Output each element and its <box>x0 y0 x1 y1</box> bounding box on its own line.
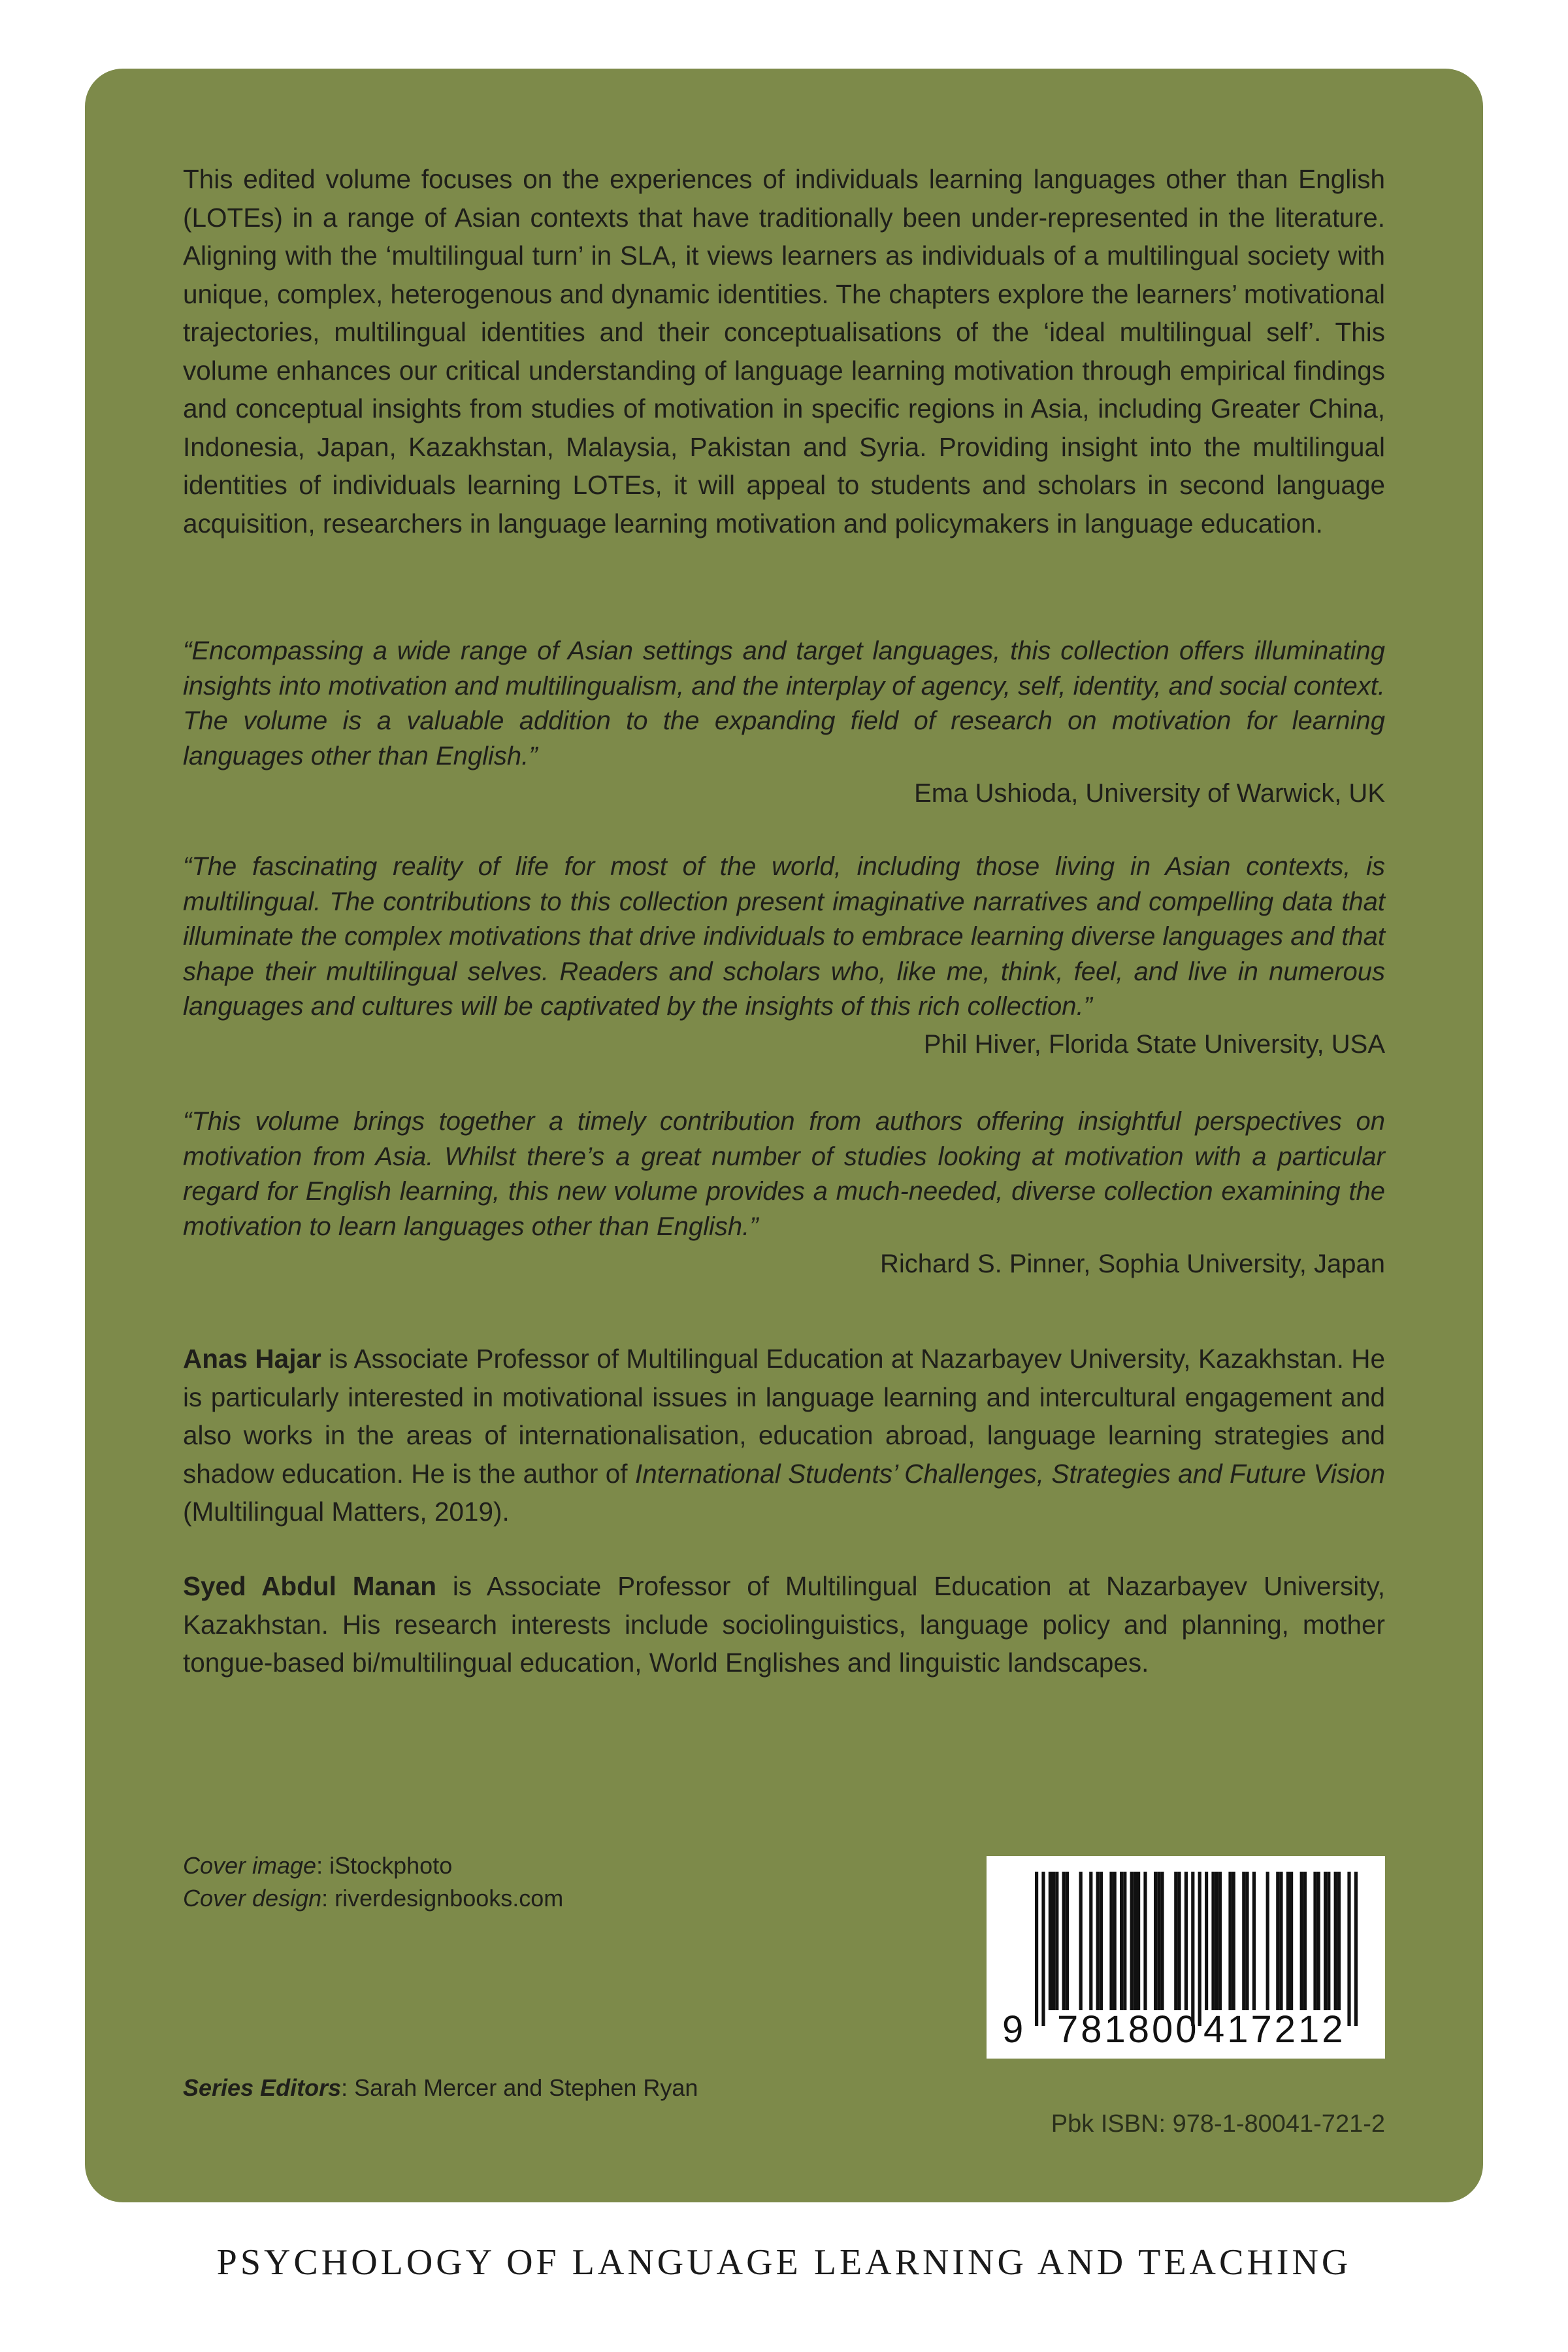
credit-value: : iStockphoto <box>316 1852 453 1879</box>
barcode-bar <box>1347 1872 1350 2026</box>
bio-text: is Associate Professor of Multilingual Education at Nazarbayev University, Kazakhstan. He is particularly interested in motivational issues in language learning and intercultural engagement and also works in the areas of internationalisation, education abroad, language learning strategies and shadow education. He is the author of <box>183 1344 1385 1489</box>
series-editors <box>183 2072 698 2104</box>
barcode-bar <box>1215 1872 1218 2010</box>
barcode-bar <box>1228 1872 1232 2010</box>
barcode-bar <box>1177 1872 1181 2010</box>
barcode-bar <box>1232 1872 1235 2010</box>
barcode-bar <box>1245 1872 1249 2010</box>
barcode-bar <box>1035 1872 1038 2026</box>
barcode-bar <box>1041 1872 1045 2026</box>
barcode-first-digit: 9 <box>1002 2008 1024 2051</box>
credit-label: Cover image <box>183 1852 317 1879</box>
cover-credits <box>183 1849 563 1915</box>
barcode-bar <box>1334 1872 1337 2010</box>
endorsement-3 <box>183 1104 1385 1282</box>
endorsement-quote: “The fascinating reality of life for most of the world, including those living in Asian contexts, is multilingual. The contributions to this collection present imaginative narratives and compelling data that illuminate the complex motivations that drive individuals to embrace learning diverse languages and that shape their multilingual selves. Readers and scholars who, like me, think, feel, and live in numerous languages and cultures will be captivated by the insights of this rich collection.” <box>183 852 1385 1021</box>
endorsement-2 <box>183 850 1385 1062</box>
barcode-bar <box>1160 1872 1164 2010</box>
endorsement-quote: “Encompassing a wide range of Asian settings and target languages, this collection offers illuminating insights into motivation and multilingualism, and the interplay of agency, self, identity, and social context. The volume is a valuable addition to the expanding field of research on motivation for learning languages other than English.” <box>183 637 1385 770</box>
author-bio-2 <box>183 1567 1385 1682</box>
barcode-bar <box>1286 1872 1290 2010</box>
series-editors-label: Series Editors <box>183 2074 342 2101</box>
barcode-bar <box>1198 1872 1201 2026</box>
barcode-bar <box>1096 1872 1100 2010</box>
barcode-bar <box>1154 1872 1157 2010</box>
endorsement-author: Phil Hiver, Florida State University, USA <box>923 1029 1385 1059</box>
endorsement-1 <box>183 634 1385 812</box>
barcode-bar <box>1266 1872 1269 2010</box>
barcode-bar <box>1174 1872 1177 2010</box>
barcode-bar <box>1354 1872 1358 2026</box>
barcode-bar <box>1049 1872 1052 2010</box>
credit-value: : riverdesignbooks.com <box>321 1885 564 1912</box>
barcode-bar <box>1205 1872 1208 2010</box>
barcode-bar <box>1089 1872 1092 2010</box>
barcode-bar <box>1120 1872 1123 2010</box>
author-bio-1 <box>183 1340 1385 1531</box>
barcode-bar <box>1066 1872 1069 2010</box>
barcode-bar <box>1123 1872 1126 2010</box>
barcode-bar <box>1313 1872 1316 2010</box>
series-title: PSYCHOLOGY OF LANGUAGE LEARNING AND TEACHING <box>216 2242 1352 2283</box>
barcode-bar <box>1052 1872 1055 2010</box>
barcode-bar <box>1137 1872 1140 2010</box>
endorsement-author: Richard S. Pinner, Sophia University, Japan <box>880 1250 1385 1278</box>
author-name: Syed Abdul Manan <box>183 1571 436 1601</box>
barcode-bar <box>1317 1872 1320 2010</box>
barcode-bar <box>1157 1872 1160 2010</box>
barcode-bar <box>1218 1872 1222 2010</box>
barcode-bar <box>1143 1872 1147 2010</box>
barcode-bar <box>1211 1872 1215 2010</box>
isbn-text: Pbk ISBN: 978-1-80041-721-2 <box>1051 2110 1385 2138</box>
barcode-bar <box>1276 1872 1279 2010</box>
barcode-digits <box>987 2008 1385 2053</box>
barcode-bar <box>1324 1872 1327 2010</box>
author-name: Anas Hajar <box>183 1344 321 1374</box>
barcode-bar <box>1300 1872 1303 2010</box>
barcode-bar <box>1113 1872 1117 2010</box>
bio-text-end: (Multilingual Matters, 2019). <box>183 1497 510 1527</box>
endorsement-quote: “This volume brings together a timely contribution from authors offering insightful perspectives on motivation from Asia. Whilst there’s a great number of studies looking at motivation with a particular regard for English learning, this new volume provides a much-needed, diverse collection examining the motivation to learn languages other than English.” <box>183 1107 1385 1241</box>
cover-image-credit <box>183 1849 563 1882</box>
barcode-bar <box>1055 1872 1058 2010</box>
barcode-bar <box>1191 1872 1194 2026</box>
cover-design-credit <box>183 1882 563 1915</box>
barcode-bar <box>1130 1872 1134 2010</box>
series-editors-value: : Sarah Mercer and Stephen Ryan <box>341 2074 698 2101</box>
barcode-bar <box>1290 1872 1293 2010</box>
barcode-left-group: 781800 <box>1057 2008 1200 2051</box>
barcode-right-group: 417212 <box>1203 2008 1346 2051</box>
book-title: International Students’ Challenges, Strategies and Future Vision <box>634 1458 1385 1489</box>
credit-label: Cover design <box>183 1885 322 1912</box>
barcode <box>987 1856 1385 2059</box>
barcode-bar <box>1337 1872 1341 2010</box>
barcode-bar <box>1109 1872 1113 2010</box>
barcode-bar <box>1062 1872 1066 2010</box>
book-blurb: This edited volume focuses on the experiences of individuals learning languages other than English (LOTEs) in a range of Asian contexts that have traditionally been under-represented in the literature. Aligning with the ‘multilingual turn’ in SLA, it views learners as individuals of a multilingual society with unique, complex, heterogenous and dynamic identities. The chapters explore the learners’ motivational trajectories, multilingual identities and their conceptualisations of the ‘ideal multilingual self’. This volume enhances our critical understanding of language learning motivation through empirical findings and conceptual insights from studies of motivation in specific regions in Asia, including Greater China, Indonesia, Japan, Kazakhstan, Malaysia, Pakistan and Syria. Providing insight into the multilingual identities of individuals learning LOTEs, it will appeal to students and scholars in second language acquisition, researchers in language learning motivation and policymakers in language education. <box>183 164 1385 538</box>
barcode-bar <box>1303 1872 1307 2010</box>
barcode-bar <box>1242 1872 1245 2010</box>
barcode-bar <box>1100 1872 1103 2010</box>
barcode-bar <box>1134 1872 1137 2010</box>
bio-text: is Associate Professor of Multilingual Education at Nazarbayev University, Kazakhstan. His research interests include sociolinguistics, language policy and planning, mother tongue-based bi/multilingual education, World Englishes and linguistic landscapes. <box>183 1571 1385 1678</box>
barcode-bar <box>1252 1872 1256 2010</box>
barcode-bar <box>1279 1872 1282 2010</box>
barcode-bar <box>1184 1872 1188 2010</box>
endorsement-author: Ema Ushioda, University of Warwick, UK <box>914 779 1385 808</box>
barcode-bar <box>1079 1872 1083 2010</box>
barcode-bar <box>1327 1872 1330 2010</box>
